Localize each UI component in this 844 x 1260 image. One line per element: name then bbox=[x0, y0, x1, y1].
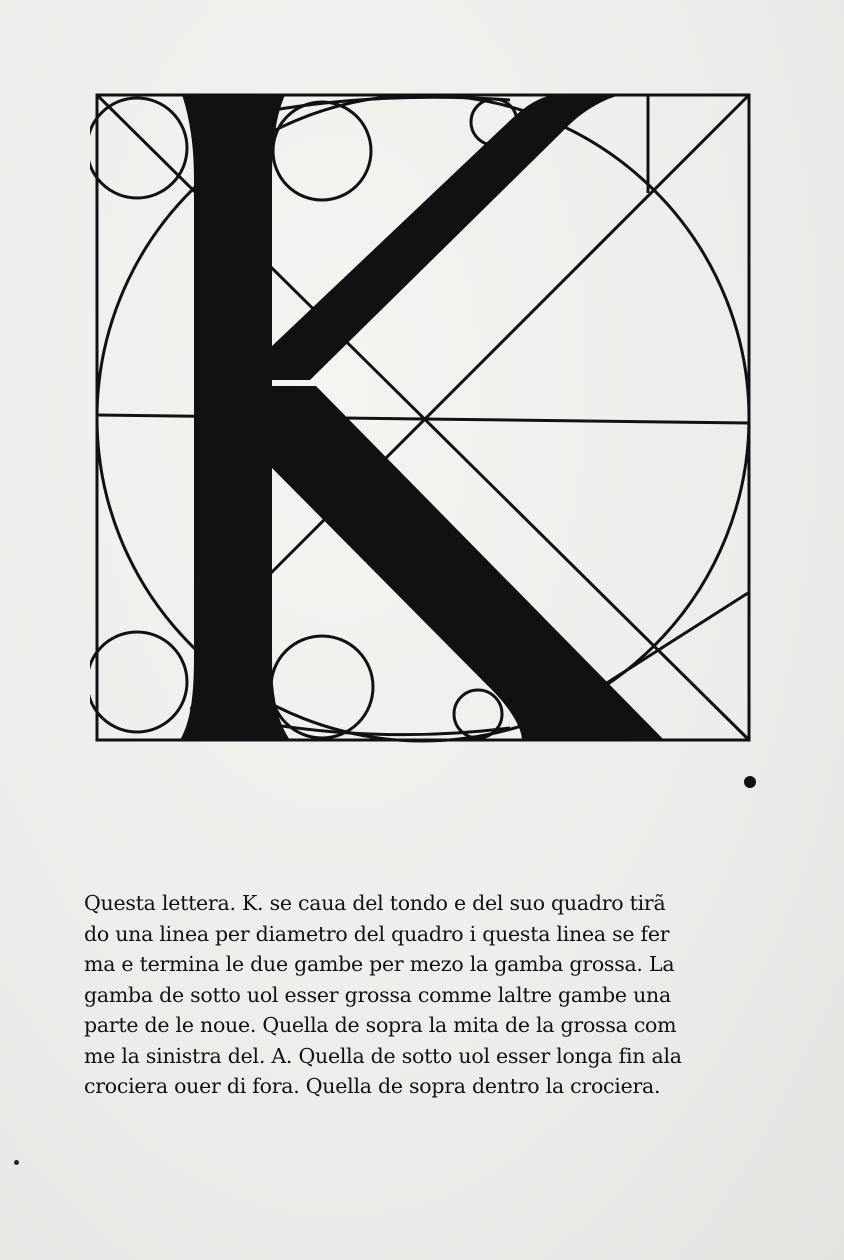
description-paragraph bbox=[84, 888, 734, 1102]
letter-k-lower-leg bbox=[272, 386, 664, 740]
text-line-1: Questa lettera. K. se caua del tondo e del suo quadro tirã bbox=[84, 891, 666, 915]
text-line-7: crociera ouer di fora. Quella de sopra dentro la crociera. bbox=[84, 1074, 661, 1098]
small-ink-speck bbox=[14, 1160, 19, 1165]
text-line-3: ma e termina le due gambe per mezo la gamba grossa. La bbox=[84, 952, 675, 976]
diagonal-line-3 bbox=[602, 593, 748, 686]
corner-circle-top-left bbox=[90, 98, 187, 198]
letter-k-woodcut bbox=[90, 88, 756, 748]
corner-circle-bottom-left bbox=[90, 632, 187, 732]
letter-k-upper-arm bbox=[272, 95, 620, 380]
serif-circle-top-middle bbox=[273, 102, 371, 200]
text-line-4: gamba de sotto uol esser grossa comme laltre gambe una bbox=[84, 982, 671, 1007]
text-line-6: me la sinistra del. A. Quella de sotto uol esser longa fin ala bbox=[84, 1043, 682, 1068]
ink-dot-mark bbox=[744, 776, 756, 788]
text-line-5: parte de le noue. Quella de sopra la mita de la grossa com bbox=[84, 1013, 677, 1037]
serif-circle-bottom-middle bbox=[271, 636, 373, 738]
letter-k-construction-diagram bbox=[90, 88, 756, 748]
text-line-2: do una linea per diametro del quadro i questa linea se fer bbox=[84, 921, 670, 946]
